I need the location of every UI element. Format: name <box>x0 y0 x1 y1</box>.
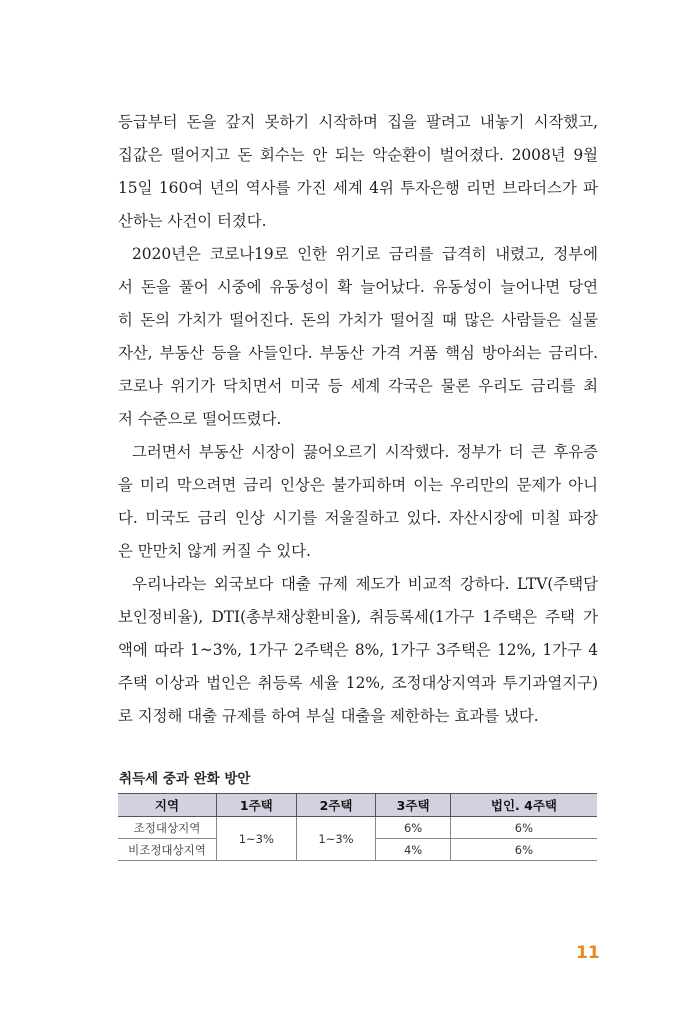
paragraph-2 <box>118 238 598 436</box>
text-line: 우리나라는 외국보다 대출 규제 제도가 비교적 강하다. LTV(주택담 <box>132 575 598 593</box>
text-line: 은 만만치 않게 커질 수 있다. <box>118 542 311 560</box>
table-header <box>118 794 597 817</box>
cell-three-house: 6% <box>376 817 451 839</box>
text-line: 집값은 떨어지고 돈 회수는 안 되는 악순환이 벌어졌다. 2008년 9월 <box>118 146 598 164</box>
page-number: 11 <box>576 943 600 963</box>
text-line: 로 지정해 대출 규제를 하여 부실 대출을 제한하는 효과를 냈다. <box>118 707 539 725</box>
text-line: 코로나 위기가 닥치면서 미국 등 세계 각국은 물론 우리도 금리를 최 <box>118 377 598 395</box>
paragraph-3 <box>118 436 598 568</box>
header-one-house: 1주택 <box>217 794 297 817</box>
tax-table <box>118 793 597 861</box>
table-title: 취득세 중과 완화 방안 <box>119 771 251 787</box>
header-corp-four-house: 법인. 4주택 <box>450 794 597 817</box>
text-line: 보인정비율), DTI(총부채상환비율), 취등록세(1가구 1주택은 주택 가 <box>118 608 598 626</box>
header-region: 지역 <box>118 794 217 817</box>
text-line: 저 수준으로 떨어뜨렸다. <box>118 410 282 428</box>
header-row <box>118 794 597 817</box>
cell-three-house: 4% <box>376 839 451 861</box>
text-line: 그러면서 부동산 시장이 끓어오르기 시작했다. 정부가 더 큰 후유증 <box>132 443 598 461</box>
cell-region: 비조정대상지역 <box>118 839 217 861</box>
text-line: 산하는 사건이 터졌다. <box>118 212 267 230</box>
text-line: 주택 이상과 법인은 취등록 세율 12%, 조정대상지역과 투기과열지구) <box>118 674 598 692</box>
text-line: 등급부터 돈을 갚지 못하기 시작하며 집을 팔려고 내놓기 시작했고, <box>118 113 598 131</box>
table-row <box>118 817 597 839</box>
body-text <box>118 106 598 733</box>
text-line: 을 미리 막으려면 금리 인상은 불가피하며 이는 우리만의 문제가 아니 <box>118 476 598 494</box>
cell-corp-four-house: 6% <box>450 817 597 839</box>
cell-region: 조정대상지역 <box>118 817 217 839</box>
header-two-house: 2주택 <box>296 794 376 817</box>
text-line: 히 돈의 가치가 떨어진다. 돈의 가치가 떨어질 때 많은 사람들은 실물 <box>118 311 598 329</box>
header-three-house: 3주택 <box>376 794 451 817</box>
cell-one-house: 1~3% <box>217 817 297 861</box>
text-line: 2020년은 코로나19로 인한 위기로 금리를 급격히 내렸고, 정부에 <box>132 245 598 263</box>
table-body <box>118 817 597 861</box>
text-line: 서 돈을 풀어 시중에 유동성이 확 늘어났다. 유동성이 늘어나면 당연 <box>118 278 598 296</box>
cell-two-house: 1~3% <box>296 817 376 861</box>
paragraph-4 <box>118 568 598 733</box>
text-line: 15일 160여 년의 역사를 가진 세계 4위 투자은행 리먼 브라더스가 파 <box>118 179 598 197</box>
text-line: 자산, 부동산 등을 사들인다. 부동산 가격 거품 핵심 방아쇠는 금리다. <box>118 344 598 362</box>
cell-corp-four-house: 6% <box>450 839 597 861</box>
text-line: 다. 미국도 금리 인상 시기를 저울질하고 있다. 자산시장에 미칠 파장 <box>118 509 598 527</box>
paragraph-1 <box>118 106 598 238</box>
text-line: 액에 따라 1~3%, 1가구 2주택은 8%, 1가구 3주택은 12%, 1가구 4 <box>118 641 598 659</box>
